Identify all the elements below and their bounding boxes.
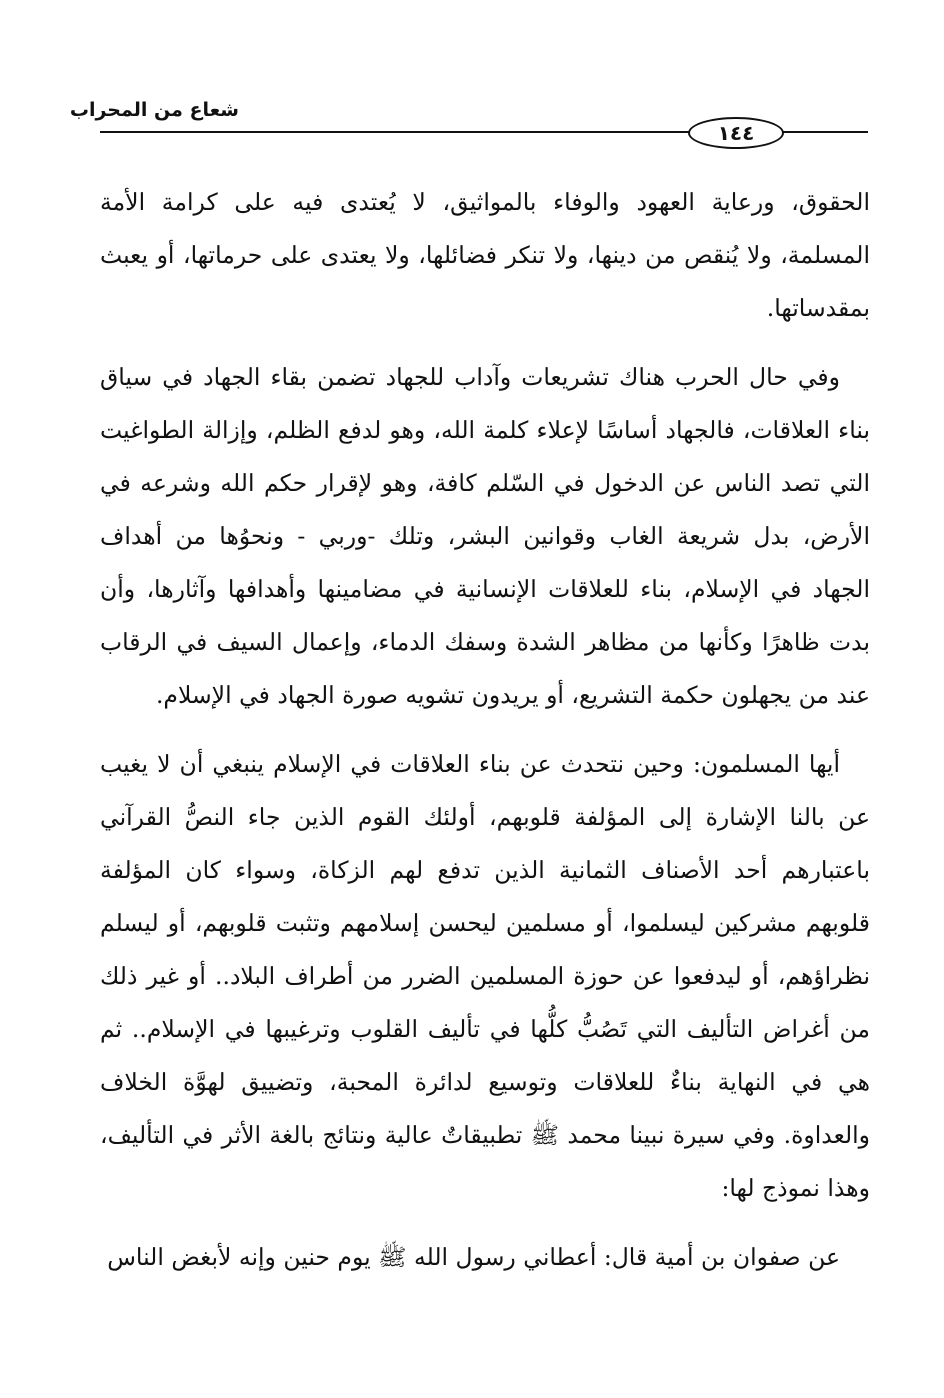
running-title: شعاع من المحراب — [69, 99, 239, 121]
paragraph-3: أيها المسلمون: وحين نتحدث عن بناء العلاقات في الإسلام ينبغي أن لا يغيب عن بالنا الإشارة إلى المؤلفة قلوبهم، أولئك القوم الذين جاء النصُّ القرآني باعتبارهم أحد الأصناف الثمانية الذين تدفع لهم الزكاة، وسواء كان المؤلفة قلوبهم مشركين ليسلموا، أو مسلمين ليحسن إسلامهم وتثبت قلوبهم، أو ليسلم نظراؤهم، أو ليدفعوا عن حوزة المسلمين الضرر من أطراف البلاد.. أو غير ذلك من أغراض التأليف التي تَصُبُّ كلُّها في تأليف القلوب وترغيبها في الإسلام.. ثم هي في النهاية بناءٌ للعلاقات وتوسيع لدائرة المحبة، وتضييق لهوَّة الخلاف والعداوة. وفي سيرة نبينا محمد ﷺ تطبيقاتٌ عالية ونتائج بالغة الأثر في التأليف، وهذا نموذج لها: — [100, 750, 870, 1202]
paragraph-1: الحقوق، ورعاية العهود والوفاء بالمواثيق، لا يُعتدى فيه على كرامة الأمة المسلمة، ولا يُنقص من دينها، ولا تنكر فضائلها، ولا يعتدى على حرماتها، أو يعبث بمقدساتها. — [100, 188, 870, 322]
paragraph-4: عن صفوان بن أمية قال: أعطاني رسول الله ﷺ يوم حنين وإنه لأبغض الناس — [107, 1243, 840, 1271]
page-number-oval: ١٤٤ — [688, 117, 784, 149]
paragraph-2: وفي حال الحرب هناك تشريعات وآداب للجهاد تضمن بقاء الجهاد في سياق بناء العلاقات، فالجهاد أساسًا لإعلاء كلمة الله، وهو لدفع الظلم، وإزالة الطواغيت التي تصد الناس عن الدخول في السّلم كافة، وهو لإقرار حكم الله وشرعه في الأرض، بدل شريعة الغاب وقوانين البشر، وتلك -وربي - ونحوُها من أهداف الجهاد في الإسلام، بناء للعلاقات الإنسانية في مضامينها وأهدافها وآثارها، وأن بدت ظاهرًا وكأنها من مظاهر الشدة وسفك الدماء، وإعمال السيف في الرقاب عند من يجهلون حكمة التشريع، أو يريدون تشويه صورة الجهاد في الإسلام. — [100, 363, 870, 709]
body-text — [100, 176, 870, 1300]
